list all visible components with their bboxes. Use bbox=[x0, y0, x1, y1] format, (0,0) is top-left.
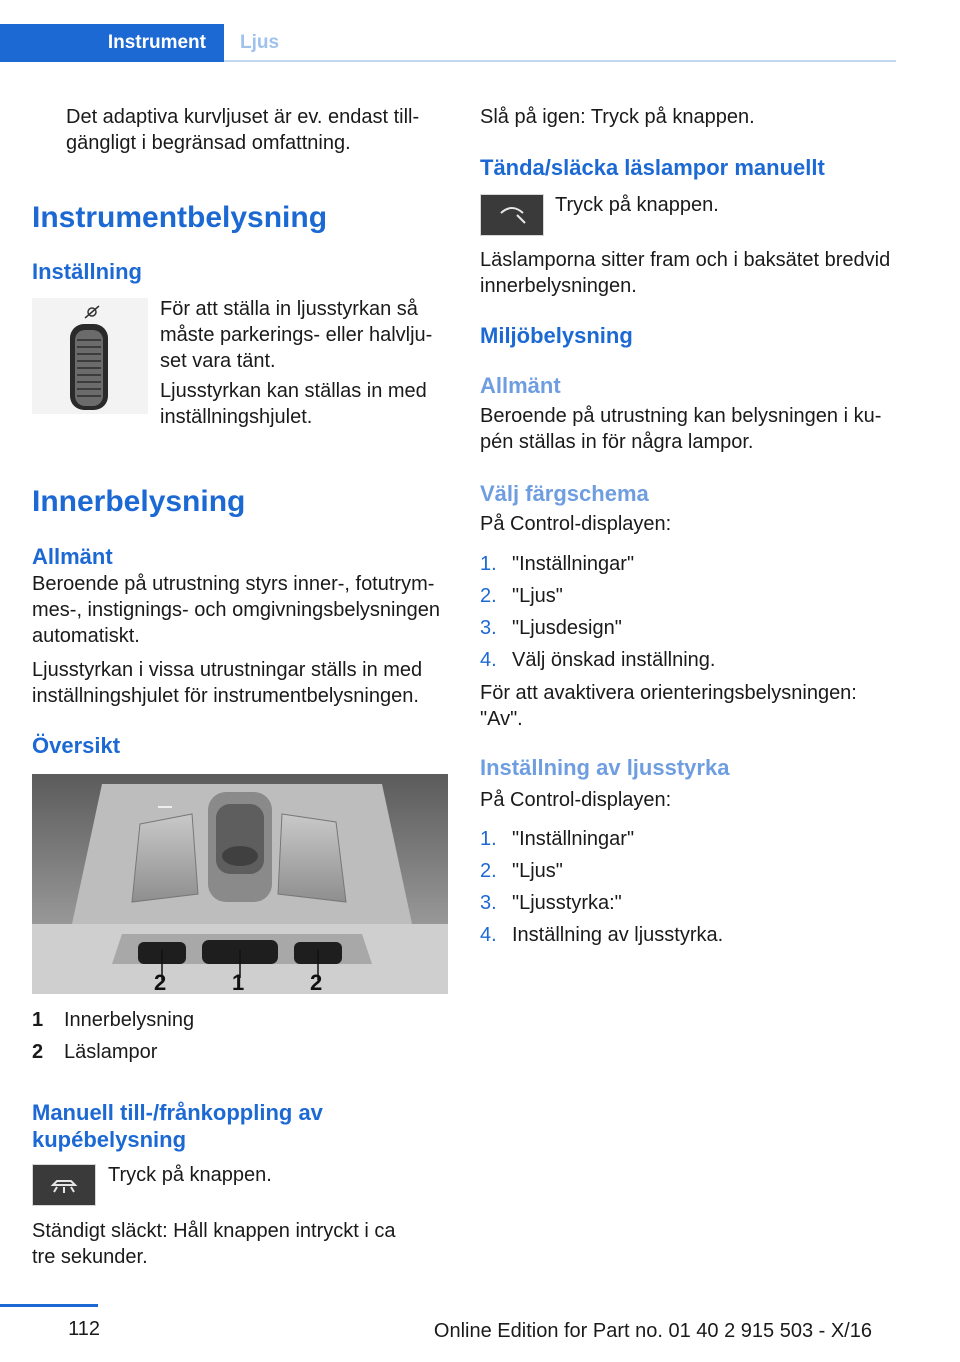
heading-installning-ljusstyrka: Inställning av ljusstyrka bbox=[480, 755, 730, 780]
list-number: 4. bbox=[480, 924, 497, 946]
manuell-paragraph-1: Tryck på knappen. bbox=[108, 1164, 272, 1186]
list-number: 2. bbox=[480, 585, 497, 607]
heading-allmant: Allmänt bbox=[32, 544, 113, 569]
photo-label-center: 1 bbox=[232, 970, 245, 994]
tab-instrument[interactable]: Instrument bbox=[0, 24, 224, 62]
legend-number: 1 bbox=[32, 1009, 44, 1031]
ljus-intro: På Control-displayen: bbox=[480, 789, 672, 811]
reading-light-button-image bbox=[480, 194, 544, 236]
list-item bbox=[480, 826, 900, 858]
valj-intro: På Control-displayen: bbox=[480, 513, 672, 535]
list-text: "Ljusstyrka:" bbox=[512, 892, 622, 914]
intro-text: Det adaptiva kurvljuset är ev. endast tillgängligt i begränsad omfattning. bbox=[66, 106, 420, 154]
tanda-paragraph-2: Läslamporna sitter fram och i baksätet bredvid innerbelysningen. bbox=[480, 249, 891, 297]
ljus-steps-list bbox=[480, 826, 900, 954]
heading-instrumentbelysning: Instrumentbelysning bbox=[32, 201, 328, 234]
list-item bbox=[480, 647, 900, 679]
list-number: 3. bbox=[480, 617, 497, 639]
interior-light-button-image bbox=[32, 1164, 96, 1206]
legend-number: 2 bbox=[32, 1041, 44, 1063]
overhead-console-photo bbox=[32, 774, 448, 994]
interior-light-icon bbox=[33, 1165, 95, 1205]
legend-text: Läslampor bbox=[64, 1041, 158, 1063]
installning-paragraph-2: Ljusstyrkan kan ställas in med inställningshjulet. bbox=[160, 380, 427, 428]
page-number: 112 bbox=[68, 1318, 100, 1340]
overhead-console-illustration bbox=[32, 774, 448, 994]
sla-pa-text: Slå på igen: Tryck på knappen. bbox=[480, 106, 755, 128]
list-text: Välj önskad inställning. bbox=[512, 649, 716, 671]
photo-label-left: 2 bbox=[154, 970, 167, 994]
list-item bbox=[480, 583, 900, 615]
list-item bbox=[480, 858, 900, 890]
photo-label-right: 2 bbox=[310, 970, 323, 994]
heading-allmant-right: Allmänt bbox=[480, 373, 561, 398]
list-text: "Ljus" bbox=[512, 860, 563, 882]
heading-tanda-slacka: Tända/släcka läslampor manuellt bbox=[480, 155, 825, 180]
footer-divider bbox=[0, 1304, 98, 1307]
list-number: 1. bbox=[480, 828, 497, 850]
heading-manuell: Manuell till-/frånkoppling av kupébelysning bbox=[32, 1100, 323, 1152]
dimmer-wheel-icon bbox=[32, 298, 148, 414]
miljo-allmant-paragraph: Beroende på utrustning kan belysningen i kupén ställas in för några lampor. bbox=[480, 405, 882, 453]
reading-light-icon bbox=[481, 195, 543, 235]
installning-paragraph-1: För att ställa in ljusstyrkan så måste parkerings- eller halvljuset vara tänt. bbox=[160, 298, 433, 372]
list-item bbox=[480, 615, 900, 647]
list-number: 4. bbox=[480, 649, 497, 671]
edition-text: Online Edition for Part no. 01 40 2 915 503 - X/16 bbox=[433, 1320, 872, 1342]
heading-innerbelysning: Innerbelysning bbox=[32, 485, 246, 518]
list-item bbox=[480, 551, 900, 583]
list-number: 3. bbox=[480, 892, 497, 914]
list-text: "Ljusdesign" bbox=[512, 617, 622, 639]
list-item bbox=[480, 890, 900, 922]
header-divider bbox=[224, 60, 896, 62]
allmant-paragraph-1: Beroende på utrustning styrs inner-, fotutrymmes-, instignings- och omgivningsbelysningen automatiskt. bbox=[32, 573, 440, 647]
allmant-paragraph-2: Ljusstyrkan i vissa utrustningar ställs in med inställningshjulet för instrumentbelysningen. bbox=[32, 659, 423, 707]
heading-oversikt: Översikt bbox=[32, 733, 121, 758]
legend-item bbox=[32, 1039, 452, 1065]
list-text: "Inställningar" bbox=[512, 828, 635, 850]
list-text: "Inställningar" bbox=[512, 553, 635, 575]
heading-installning: Inställning bbox=[32, 259, 142, 284]
dimmer-wheel-image bbox=[32, 298, 148, 414]
legend-text: Innerbelysning bbox=[64, 1009, 195, 1031]
manuell-paragraph-2: Ständigt släckt: Håll knappen intryckt i ca tre sekunder. bbox=[32, 1220, 396, 1268]
list-item bbox=[480, 922, 900, 954]
list-text: Inställning av ljusstyrka. bbox=[512, 924, 724, 946]
valj-after-text: För att avaktivera orienteringsbelysningen: "Av". bbox=[480, 682, 857, 730]
tab-ljus[interactable]: Ljus bbox=[240, 32, 280, 53]
legend-item bbox=[32, 1007, 452, 1033]
valj-steps-list bbox=[480, 551, 900, 679]
tanda-paragraph-1: Tryck på knappen. bbox=[555, 194, 719, 216]
heading-miljobelysning: Miljöbelysning bbox=[480, 323, 633, 348]
heading-valj-fargschema: Välj färgschema bbox=[480, 481, 649, 506]
list-number: 1. bbox=[480, 553, 497, 575]
list-number: 2. bbox=[480, 860, 497, 882]
list-text: "Ljus" bbox=[512, 585, 563, 607]
